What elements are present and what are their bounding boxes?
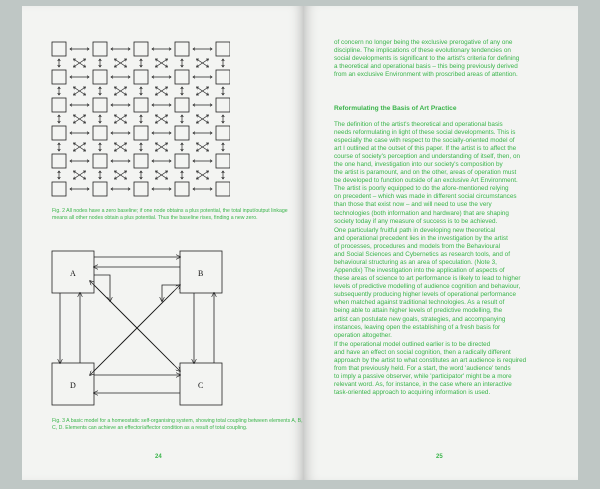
grid-node bbox=[52, 182, 66, 196]
grid-node bbox=[134, 42, 148, 56]
grid-node bbox=[52, 98, 66, 112]
node-a-label: A bbox=[70, 269, 76, 278]
book-spread bbox=[22, 6, 578, 480]
fig2-caption: Fig. 2 All nodes have a zero baseline; if one node obtains a plus potential, the total input/output linkage means all other nodes obtain a plus potential. Thus the baseline rises, finding a new zero. bbox=[52, 208, 288, 221]
page-number-right: 25 bbox=[436, 454, 443, 460]
grid-node bbox=[216, 126, 230, 140]
grid-node bbox=[175, 126, 189, 140]
grid-node bbox=[175, 182, 189, 196]
grid-node bbox=[134, 70, 148, 84]
fig3-caption: Fig. 3 A basic model for a homeostatic self-organising system, showing total coupling between elements A, B, C, D. Elements can achieve an effector/affector condition as a result of total coupling. bbox=[52, 418, 303, 431]
fig3-coupling-diagram bbox=[50, 241, 230, 409]
grid-node bbox=[216, 42, 230, 56]
section-heading: Reformulating the Basis of Art Practice bbox=[334, 105, 457, 112]
page-number-left: 24 bbox=[155, 454, 162, 460]
grid-node bbox=[52, 126, 66, 140]
grid-node bbox=[93, 42, 107, 56]
grid-node bbox=[93, 126, 107, 140]
node-d-label: D bbox=[70, 381, 76, 390]
body-paragraph-1: The definition of the artist's theoretical and operational basis needs reformulating in light of these social developments. This is especially the case with respect to the socially-oriented model of art I outlined at the outset of this paper. If the artist is to affect the course of society's perception and understanding of itself, then, on the one hand, investigation into our society's composition by the artist is paramount, and on the other, areas of operation must be developed to function outside of an exclusive Art Environment. The artist is poorly equipped to do the afore-mentioned relying on precedent – which was made in different social circumstances than those that exist now – and will need to use the very technologies (both information and hardware) that are shaping society today if any measure of success is to be achieved. bbox=[334, 121, 521, 225]
grid-node bbox=[93, 98, 107, 112]
grid-node bbox=[93, 182, 107, 196]
grid-node bbox=[216, 154, 230, 168]
grid-node bbox=[93, 70, 107, 84]
grid-node bbox=[216, 70, 230, 84]
grid-node bbox=[216, 98, 230, 112]
grid-node bbox=[175, 154, 189, 168]
grid-node bbox=[52, 42, 66, 56]
grid-node bbox=[52, 154, 66, 168]
intro-paragraph: of concern no longer being the exclusive prerogative of any one discipline. The implications of these evolutionary tendencies on social developments is significant to the artist's criteria for defining a theoretical and operational basis – this being previously derived from an exclusive Environment with proscribed areas of attention. bbox=[334, 39, 520, 79]
grid-node bbox=[134, 182, 148, 196]
grid-node bbox=[175, 98, 189, 112]
grid-node bbox=[216, 182, 230, 196]
node-c-label: C bbox=[198, 381, 204, 390]
left-page bbox=[22, 6, 304, 480]
grid-node bbox=[134, 98, 148, 112]
grid-node bbox=[175, 70, 189, 84]
grid-node bbox=[52, 70, 66, 84]
body-paragraph-2: One particularly fruitful path in developing new theoretical and operational precedent lies in the investigation by the artist of processes, procedures and models from the Behavioural and Social Sciences and Cybernetics as research tools, and of behavioural structuring as an area of speculation. (Note 3, Appendix) The investigation into the application of aspects of these areas of science to art performance is likely to lead to higher levels of predictive modelling of audience cognition and behaviour, subsequently producing higher levels of operational performance when matched against traditional technologies. As a result of being able to attain higher levels of predictive modelling, the artist can postulate new goals, strategies, and accompanying instances, leaving open the establishing of a fresh basis for operation altogether. bbox=[334, 227, 521, 339]
grid-node bbox=[134, 126, 148, 140]
grid-node bbox=[134, 154, 148, 168]
node-b-label: B bbox=[198, 269, 204, 278]
grid-node bbox=[175, 42, 189, 56]
body-paragraph-3: If the operational model outlined earlier is to be directed and have an effect on social cognition, then a radically different approach by the artist to what constitutes an art audience is required from that previously held. For a start, the word 'audience' tends to imply a passive observer, while 'participator' might be a more relevant word. As, for instance, in the case where an interactive task-oriented approach to acquiring information is used. bbox=[334, 341, 527, 397]
right-page bbox=[304, 6, 578, 480]
fig2-node-grid bbox=[50, 40, 230, 202]
grid-node bbox=[93, 154, 107, 168]
